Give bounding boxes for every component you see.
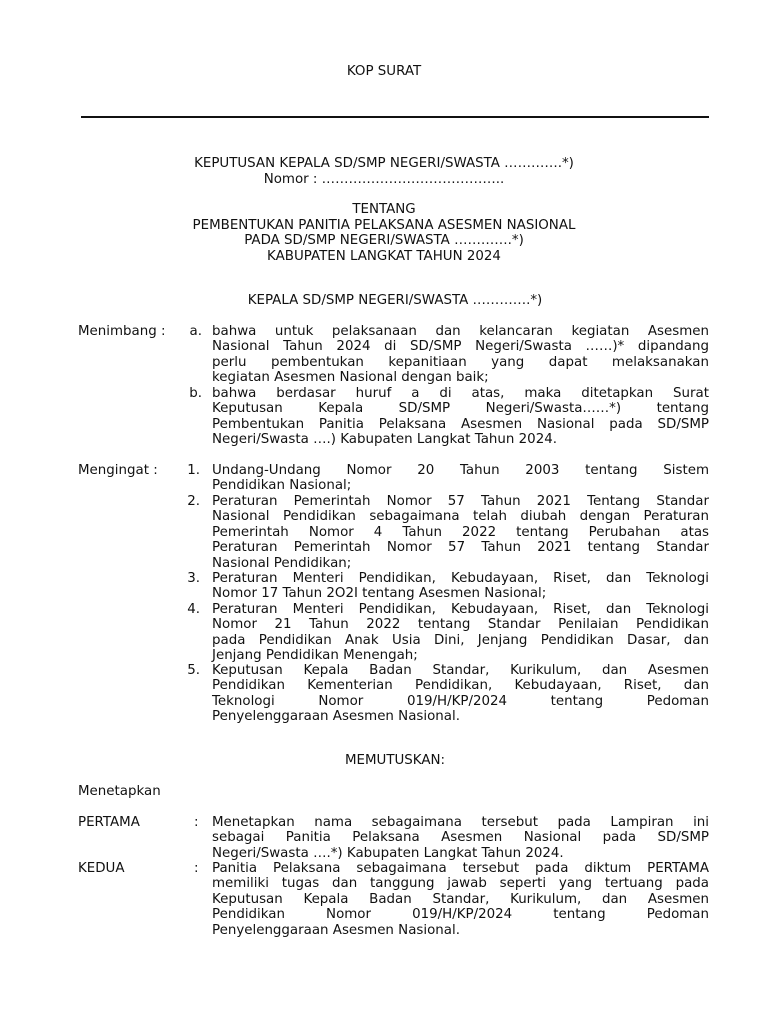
section-label: Mengingat : — [78, 463, 158, 478]
subject-line: PEMBENTUKAN PANITIA PELAKSANA ASESMEN NASIONAL — [192, 217, 576, 233]
item-marker: 5. — [187, 663, 200, 678]
letterhead-placeholder: KOP SURAT — [346, 64, 422, 79]
diktum-text: Panitia Pelaksana sebagaimana tersebut pada diktum PERTAMA memiliki tugas dan tanggung jawab seperti yang tertuang pada Keputusan Kepala Badan Standar, Kurikulum, dan Asesmen Pendidikan Nomor 019/H/KP/2024 tentang Pedoman Penyelenggaraan Asesmen Nasional. — [212, 861, 709, 938]
decision-heading: MEMUTUSKAN: — [344, 753, 446, 768]
item-marker: 2. — [187, 494, 200, 509]
diktum-label: KEDUA — [78, 861, 125, 876]
item-marker: b. — [189, 386, 202, 401]
mengingat-item — [78, 602, 718, 664]
section-label: Menimbang : — [78, 324, 166, 339]
menimbang-item — [78, 386, 718, 448]
decree-number: Nomor : ………………………………….. — [263, 172, 505, 187]
mengingat-item — [78, 663, 718, 725]
item-text: Peraturan Pemerintah Nomor 57 Tahun 2021 Tentang Standar Nasional Pendidikan sebagaimana telah diubah dengan Peraturan Pemerintah Nomor 4 Tahun 2022 tentang Perubahan atas Peraturan Pemerintah Nomor 57 Tahun 2021 tentang Standar Nasional Pendidikan; — [212, 494, 709, 571]
subject-line: PADA SD/SMP NEGERI/SWASTA ………….*) — [244, 233, 524, 248]
issuer-line: KEPALA SD/SMP NEGERI/SWASTA ………….*) — [247, 293, 543, 308]
item-marker: 1. — [187, 463, 200, 478]
diktum-pertama — [78, 815, 718, 861]
mengingat-item — [78, 494, 718, 571]
item-marker: a. — [189, 324, 202, 339]
item-text: Peraturan Menteri Pendidikan, Kebudayaan, Riset, dan Teknologi Nomor 17 Tahun 2O2I tentang Asesmen Nasional; — [212, 571, 709, 602]
subject-line: KABUPATEN LANGKAT TAHUN 2024 — [267, 248, 501, 264]
mengingat-item — [78, 571, 718, 602]
item-text: Keputusan Kepala Badan Standar, Kurikulum, dan Asesmen Pendidikan Kementerian Pendidikan, Kebudayaan, Riset, dan Teknologi Nomor 019/H/KP/2024 tentang Pedoman Penyelenggaraan Asesmen Nasional. — [212, 663, 709, 725]
item-marker: 3. — [187, 571, 200, 586]
subject-label: TENTANG — [352, 202, 416, 217]
diktum-kedua — [78, 861, 718, 938]
item-text: Peraturan Menteri Pendidikan, Kebudayaan, Riset, dan Teknologi Nomor 21 Tahun 2022 tentang Standar Penilaian Pendidikan pada Pendidikan Anak Usia Dini, Jenjang Pendidikan Dasar, dan Jenjang Pendidikan Menengah; — [212, 602, 709, 664]
item-text: bahwa berdasar huruf a di atas, maka ditetapkan Surat Keputusan Kepala SD/SMP Negeri/Swasta……*) tentang Pembentukan Panitia Pelaksana Asesmen Nasional pada SD/SMP Negeri/Swasta ….) Kabupaten Langkat Tahun 2024. — [212, 386, 709, 448]
item-marker: 4. — [187, 602, 200, 617]
mengingat-item — [78, 463, 718, 494]
decree-title: KEPUTUSAN KEPALA SD/SMP NEGERI/SWASTA ………….*) — [194, 156, 574, 171]
decree-header — [0, 156, 768, 188]
menimbang-item — [78, 324, 718, 386]
item-text: bahwa untuk pelaksanaan dan kelancaran kegiatan Asesmen Nasional Tahun 2024 di SD/SMP Negeri/Swasta ……)* dipandang perlu pembentukan kepanitiaan yang dapat melaksanakan kegiatan Asesmen Nasional dengan baik; — [212, 324, 709, 386]
decree-subject — [0, 202, 768, 264]
diktum-text: Menetapkan nama sebagaimana tersebut pada Lampiran ini sebagai Panitia Pelaksana Asesmen Nasional pada SD/SMP Negeri/Swasta ….*) Kabupaten Langkat Tahun 2024. — [212, 815, 709, 861]
letterhead-rule — [81, 116, 709, 118]
menetapkan-label: Menetapkan — [78, 784, 161, 799]
diktum-colon: : — [194, 815, 199, 830]
diktum-colon: : — [194, 861, 199, 876]
diktum-label: PERTAMA — [78, 815, 140, 830]
item-text: Undang-Undang Nomor 20 Tahun 2003 tentang Sistem Pendidikan Nasional; — [212, 463, 709, 494]
